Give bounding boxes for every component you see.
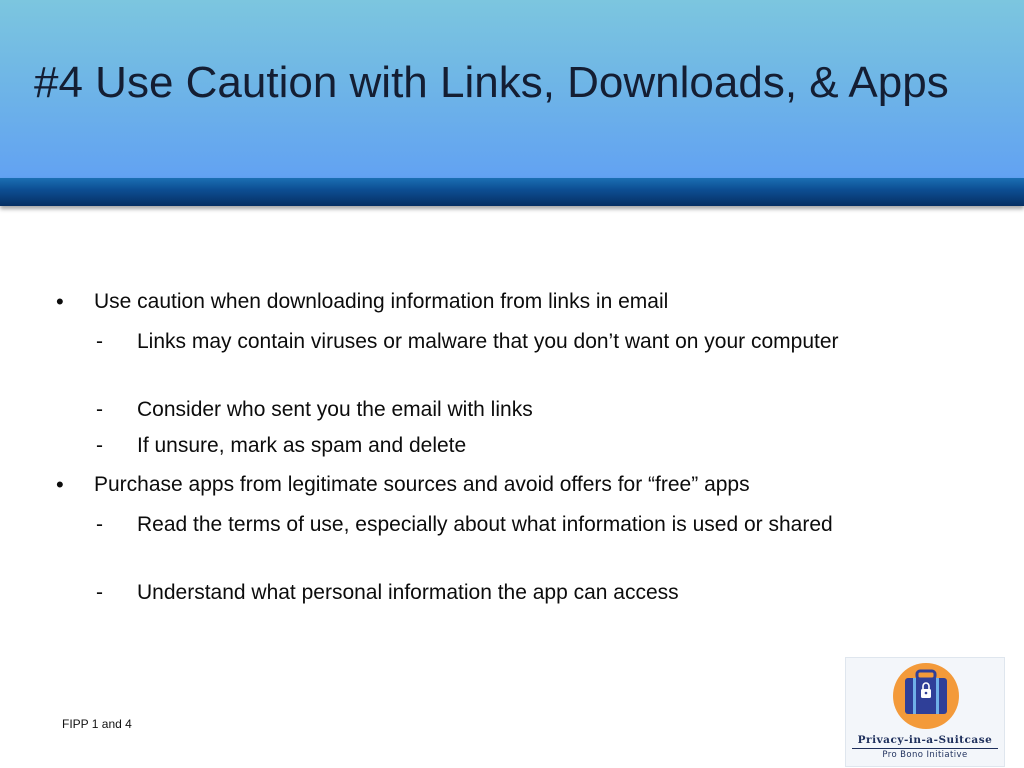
footer-note: FIPP 1 and 4 <box>62 717 132 731</box>
sub-bullet-dash: - <box>96 330 103 353</box>
sub-bullet-text: Read the terms of use, especially about what information is used or shared <box>137 513 833 536</box>
logo-divider <box>852 748 998 749</box>
sub-bullet-text: Links may contain viruses or malware that you don’t want on your computer <box>137 330 839 353</box>
sub-bullet-dash: - <box>96 434 103 457</box>
logo-title: Privacy-in-a-Suitcase <box>857 734 993 746</box>
slide-title: #4 Use Caution with Links, Downloads, & Apps <box>34 58 949 107</box>
title-banner <box>0 0 1024 178</box>
bullet-text: Purchase apps from legitimate sources and avoid offers for “free” apps <box>94 473 750 496</box>
sub-bullet-text: Understand what personal information the app can access <box>137 581 679 604</box>
bullet-marker: • <box>56 472 64 497</box>
bullet-text: Use caution when downloading information from links in email <box>94 290 669 313</box>
suitcase-lock-icon <box>886 662 966 730</box>
sub-bullet-dash: - <box>96 513 103 536</box>
logo <box>845 657 1005 767</box>
sub-bullet-text: Consider who sent you the email with links <box>137 398 533 421</box>
sub-bullet-dash: - <box>96 581 103 604</box>
sub-bullet-dash: - <box>96 398 103 421</box>
title-divider-bar <box>0 178 1024 206</box>
bullet-marker: • <box>56 289 64 314</box>
sub-bullet-text: If unsure, mark as spam and delete <box>137 434 467 457</box>
logo-subtitle: Pro Bono Initiative <box>882 750 968 760</box>
